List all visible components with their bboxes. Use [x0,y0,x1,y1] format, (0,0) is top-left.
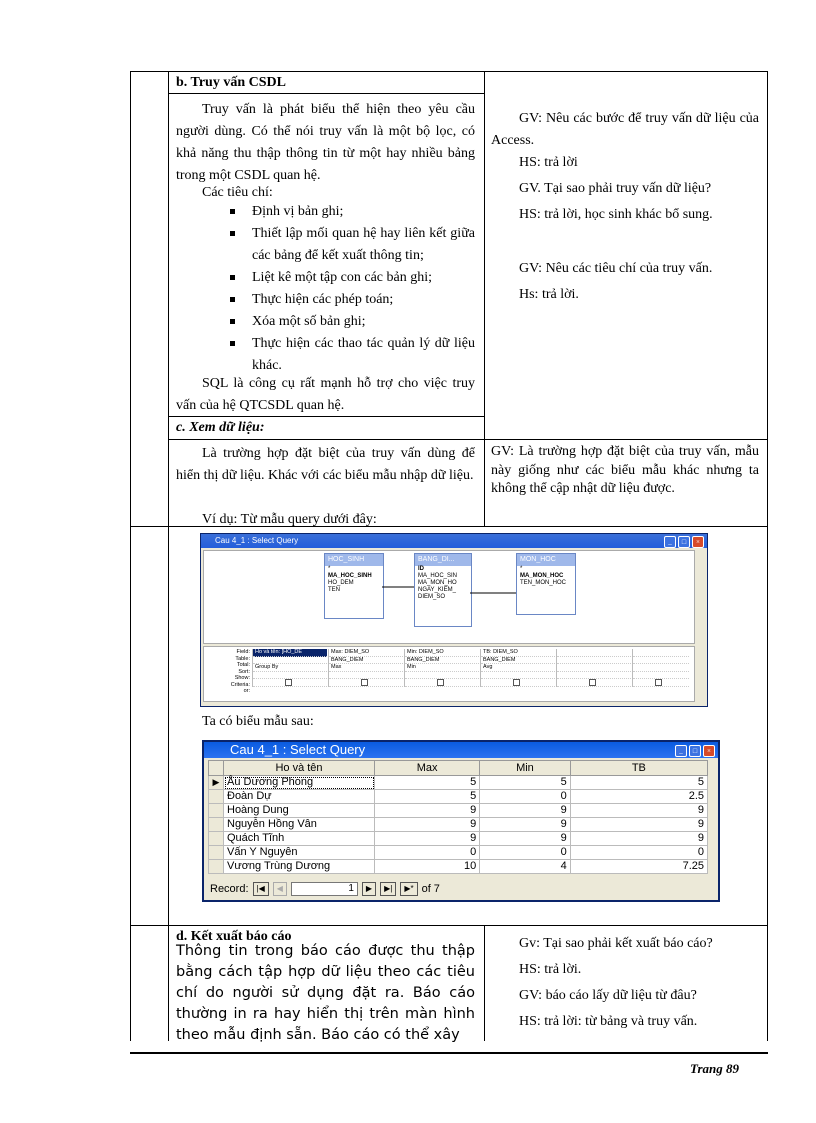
hs-answer-3: Hs: trả lời. [519,287,579,302]
row-selector[interactable] [209,860,224,874]
section-d-heading: d. Kết xuất báo cáo [176,929,292,944]
grid-field[interactable]: TB: DIEM_SO [481,649,555,657]
field: * [520,566,523,572]
criteria-list [226,201,475,377]
grid-show[interactable] [329,679,403,687]
cell-tb[interactable]: 0 [570,846,707,860]
cell-max[interactable]: 9 [375,818,480,832]
section-b-heading: b. Truy vấn CSDL [176,75,286,90]
row-selector[interactable] [209,818,224,832]
show-checkbox[interactable] [655,679,662,686]
show-checkbox[interactable] [361,679,368,686]
cell-max[interactable]: 10 [375,860,480,874]
design-grid[interactable] [203,646,695,702]
column-header[interactable]: TB [570,761,707,776]
cell-min[interactable]: 9 [480,804,570,818]
cell-tb[interactable]: 9 [570,804,707,818]
grid-label: Show: [234,675,250,681]
maximize-icon[interactable]: □ [678,536,690,548]
grid-sort[interactable] [633,672,689,680]
row-selector[interactable] [209,846,224,860]
field: MA_MON_HO [418,580,457,586]
show-checkbox[interactable] [437,679,444,686]
current-record-icon[interactable]: ▶ [209,776,224,790]
grid-table[interactable] [633,657,689,665]
section-c-gv-note: GV: Là trường hợp đặt biệt của truy vấn, mẫu này giống như các biểu mẫu khác nhưng ta không thể cập nhật dữ liệu được. [491,444,759,496]
list-item: Liệt kê một tập con các bản ghi; [226,267,475,289]
frame-left [130,71,131,1041]
close-icon[interactable]: × [703,745,715,757]
field: DIEM_SO [418,594,446,600]
list-item: Thực hiện các phép toán; [226,289,475,311]
grid-total[interactable]: Avg [481,664,555,672]
gv-why-report: Gv: Tại sao phải kết xuất báo cáo? [519,936,713,951]
row-selector[interactable] [209,790,224,804]
grid-total[interactable] [633,664,689,672]
grid-total[interactable]: Group By [253,664,327,672]
grid-field[interactable]: Min: DIEM_SO [405,649,479,657]
table-row[interactable] [209,832,708,846]
gv-report-source: GV: báo cáo lấy dữ liệu từ đâu? [519,988,697,1003]
grid-show[interactable] [481,679,555,687]
previous-record-button[interactable]: ◀ [273,882,287,896]
row-selector-header [209,761,224,776]
field: MA_HOC_SIN [418,573,458,579]
form-caption: Ta có biểu mẫu sau: [202,714,314,729]
cell-name[interactable]: Quách Tĩnh [224,832,375,846]
minimize-icon[interactable]: _ [664,536,676,548]
grid-label: Table: [235,655,250,662]
grid-table[interactable] [253,657,327,665]
result-window-title: Cau 4_1 : Select Query [204,742,718,758]
grid-column[interactable] [404,649,479,687]
column-header[interactable]: Ho và tên [224,761,375,776]
query-result-window[interactable] [202,740,720,902]
table-pane[interactable] [203,550,695,644]
hs-answer-2: HS: trả lời, học sinh khác bổ sung. [519,207,713,222]
grid-show[interactable] [405,679,479,687]
grid-total[interactable] [557,664,631,672]
cell-tb[interactable]: 9 [570,832,707,846]
section-b-intro: Truy vấn là phát biểu thể hiện theo yêu cầu người dùng. Có thể nói truy vấn là một bộ lọc, có khả năng thu thập thông tin từ một hay nhiều bảng trong một CSDL quan hệ. [176,102,475,183]
record-count: of 7 [421,883,440,895]
table-row[interactable] [209,818,708,832]
cell-min[interactable]: 9 [480,818,570,832]
first-record-button[interactable]: |◀ [253,882,269,896]
cell-min[interactable]: 9 [480,832,570,846]
row-selector[interactable] [209,804,224,818]
show-checkbox[interactable] [285,679,292,686]
cell-name[interactable]: Âu Dương Phong [224,776,375,790]
section-d-text: Thông tin trong báo cáo được thu thập bằng cách tập hợp dữ liệu theo các tiêu chí do người sử dụng đặt ra. Báo cáo thường in ra hay hiển thị trên màn hình theo mẫu định sẵn. Báo cáo có thể xây [176,943,475,1043]
grid-table[interactable] [557,657,631,665]
record-navigator [210,882,440,896]
field: HO_DEM [328,580,354,586]
grid-total[interactable]: Max [329,664,403,672]
hs-answer-4: HS: trả lời. [519,962,582,977]
cell-min[interactable]: 0 [480,846,570,860]
section-c-example: Ví dụ: Từ mẫu query dưới đây: [202,512,377,527]
relationship-lines [204,551,692,641]
table-title: MON_HOC [517,554,575,566]
grid-show[interactable] [633,679,689,687]
grid-field[interactable]: Max: DIEM_SO [329,649,403,657]
grid-show[interactable] [557,679,631,687]
window-controls [675,745,715,757]
table-title: HOC_SINH [325,554,383,566]
grid-label: Sort: [238,668,250,675]
new-record-button[interactable]: ▶* [400,882,417,896]
grid-label: Total: [236,662,250,668]
field: MA_MON_HOC [520,573,564,579]
table-title: BANG_DI... [415,554,471,566]
table-row[interactable] [209,776,708,790]
row-line-c-start [168,439,768,440]
table-row[interactable] [209,804,708,818]
cell-max[interactable]: 9 [375,804,480,818]
grid-column[interactable] [480,649,555,687]
gv-why-query: GV. Tại sao phải truy vấn dữ liệu? [519,181,712,196]
table-row[interactable] [209,860,708,874]
frame-col-divider [168,71,169,1041]
row-selector[interactable] [209,832,224,846]
maximize-icon[interactable]: □ [689,745,701,757]
cell-tb[interactable]: 7.25 [570,860,707,874]
list-item: Định vị bản ghi; [226,201,475,223]
frame-right [767,71,768,1041]
grid-field[interactable]: Ho và tên: [HO_DE [253,649,327,657]
cell-name[interactable]: Hoàng Dung [224,804,375,818]
gv-criteria-question: GV: Nêu các tiêu chí của truy vấn. [519,261,713,276]
show-checkbox[interactable] [589,679,596,686]
grid-sort[interactable] [329,672,403,680]
list-item: Xóa một số bản ghi; [226,311,475,333]
cell-min[interactable]: 5 [480,776,570,790]
cell-name[interactable]: Vương Trùng Dương [224,860,375,874]
column-header[interactable]: Max [375,761,480,776]
grid-column[interactable] [556,649,631,687]
cell-max[interactable]: 5 [375,776,480,790]
section-c-heading: c. Xem dữ liệu: [176,420,265,435]
cell-min[interactable]: 0 [480,790,570,804]
grid-label: Criteria: [230,681,250,688]
grid-table[interactable]: BANG_DIEM [329,657,403,665]
grid-table[interactable]: BANG_DIEM [481,657,555,665]
cell-tb[interactable]: 9 [570,818,707,832]
cell-name[interactable]: Vấn Y Nguyên [224,846,375,860]
field: NGAY_KIEM_ [418,587,456,593]
grid-total[interactable]: Min [405,664,479,672]
grid-label: Field: [236,649,250,655]
hs-answer-1: HS: trả lời [519,155,578,170]
record-number-input[interactable]: 1 [291,882,358,896]
next-record-button[interactable]: ▶ [362,882,376,896]
cell-min[interactable]: 4 [480,860,570,874]
criteria-label: Các tiêu chí: [202,185,273,200]
grid-sort[interactable] [557,672,631,680]
grid-field[interactable] [557,649,631,657]
table-row[interactable] [209,790,708,804]
record-label: Record: [210,883,249,895]
footer-rule [130,1052,768,1054]
hs-answer-5: HS: trả lời: từ bảng và truy vấn. [519,1014,698,1029]
grid-labels [204,649,250,695]
query-window-title: Cau 4_1 : Select Query [201,534,707,548]
field: MA_HOC_SINH [328,573,372,579]
grid-sort[interactable] [405,672,479,680]
cell-max[interactable]: 0 [375,846,480,860]
cell-tb[interactable]: 5 [570,776,707,790]
column-header[interactable]: Min [480,761,570,776]
frame-mid-bottom [484,925,485,1041]
field: TEN [328,587,340,593]
field: TEN_MON_HOC [520,580,567,586]
field: ID [418,566,424,572]
section-c-text: Là trường hợp đặt biệt của truy vấn dùng để hiển thị dữ liệu. Khác với các biểu mẫu nhập dữ liệu. [176,446,475,483]
cell-max[interactable]: 5 [375,790,480,804]
result-table[interactable] [208,760,708,874]
grid-column[interactable] [328,649,403,687]
grid-field[interactable] [633,649,689,657]
grid-label: or: [243,688,250,694]
cell-name[interactable]: Đoàn Dự [224,790,375,804]
query-design-window[interactable] [200,533,708,707]
cell-tb[interactable]: 2.5 [570,790,707,804]
grid-column[interactable] [252,649,327,687]
list-item: Thiết lập mối quan hệ hay liên kết giữa các bảng để kết xuất thông tin; [226,223,475,267]
close-icon[interactable]: × [692,536,704,548]
grid-show[interactable] [253,679,327,687]
cell-name[interactable]: Nguyễn Hồng Vân [224,818,375,832]
show-checkbox[interactable] [513,679,520,686]
list-item: Thực hiện các thao tác quản lý dữ liệu khác. [226,333,475,377]
last-record-button[interactable]: ▶| [380,882,396,896]
field: * [328,566,331,572]
grid-sort[interactable] [253,672,327,680]
sql-note: SQL là công cụ rất mạnh hỗ trợ cho việc truy vấn của hệ QTCSDL quan hệ. [176,376,475,413]
grid-column[interactable] [632,649,689,687]
window-controls [664,536,704,548]
gv-step-question: GV: Nêu các bước để truy vấn dữ liệu của Access. [491,111,759,148]
cell-max[interactable]: 9 [375,832,480,846]
grid-sort[interactable] [481,672,555,680]
frame-mid-top [484,71,485,526]
grid-table[interactable]: BANG_DIEM [405,657,479,665]
minimize-icon[interactable]: _ [675,745,687,757]
table-row[interactable] [209,846,708,860]
page-number: Trang 89 [690,1061,739,1076]
